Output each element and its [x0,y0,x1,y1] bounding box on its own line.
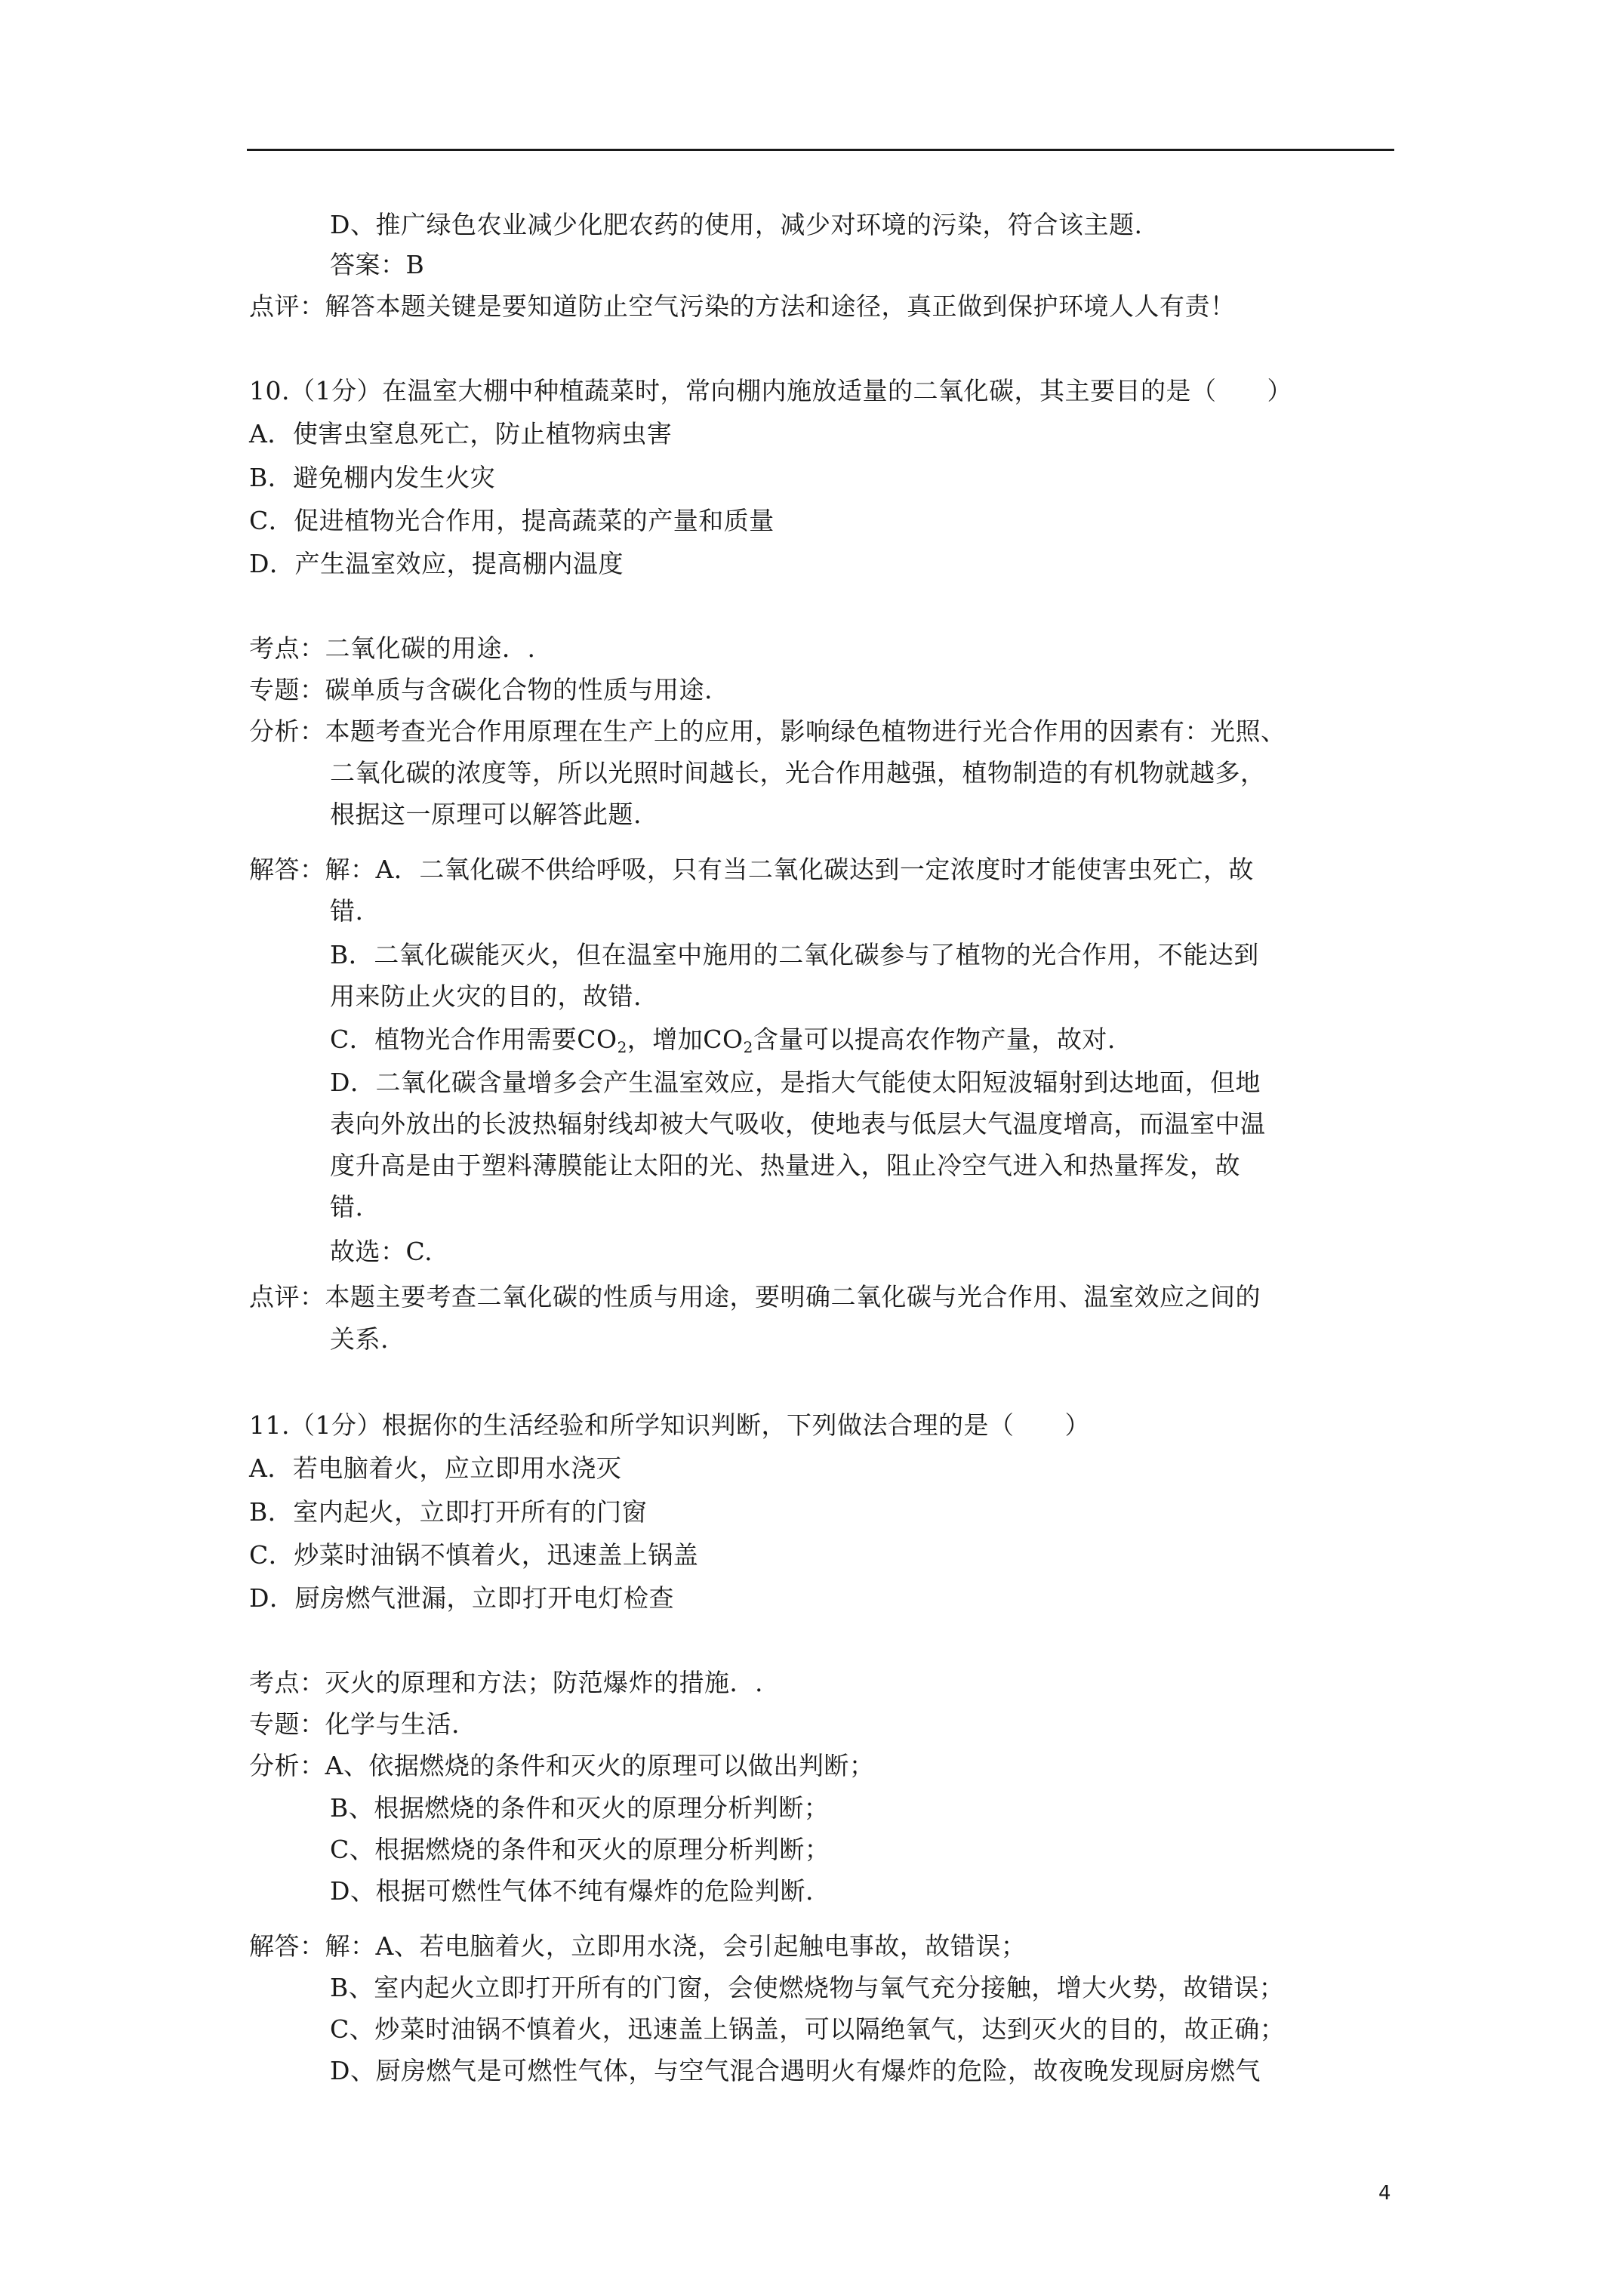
q10-comment-line-2: 关系. [330,1324,389,1354]
q10-kaodian: 考点：二氧化碳的用途．. [249,633,536,663]
q10-co2-text-2: ，增加CO [627,1025,744,1054]
q10-co2-text-3: 含量可以提高农作物产量，故对. [753,1025,1116,1054]
q11-solution-line-4: D、厨房燃气是可燃性气体，与空气混合遇明火有爆炸的危险，故夜晚发现厨房燃气 [330,2056,1261,2085]
q10-solution-line-2: 错. [330,896,364,926]
q10-analysis-line-3: 根据这一原理可以解答此题. [330,800,642,829]
q10-option-d: D．产生温室效应，提高棚内温度 [249,549,624,578]
q10-solution-line-1: 解答：解：A．二氧化碳不供给呼吸，只有当二氧化碳达到一定浓度时才能使害虫死亡，故 [249,855,1254,884]
q11-zhuanti: 专题：化学与生活. [249,1709,460,1739]
q11-analysis-line-3: C、根据燃烧的条件和灭火的原理分析判断； [330,1835,830,1864]
q10-option-a: A．使害虫窒息死亡，防止植物病虫害 [249,419,673,448]
prev-answer: 答案：B [330,250,425,279]
prev-option-d: D、推广绿色农业减少化肥农药的使用，减少对环境的污染，符合该主题. [330,210,1143,239]
q10-comment-line-1: 点评：本题主要考查二氧化碳的性质与用途，要明确二氧化碳与光合作用、温室效应之间的 [249,1282,1261,1311]
q11-kaodian: 考点：灭火的原理和方法；防范爆炸的措施．. [249,1668,763,1697]
q11-solution-line-3: C、炒菜时油锅不慎着火，迅速盖上锅盖，可以隔绝氧气，达到灭火的目的，故正确； [330,2014,1286,2044]
q10-analysis-line-2: 二氧化碳的浓度等，所以光照时间越长，光合作用越强，植物制造的有机物就越多， [330,758,1266,787]
q10-analysis-line-1: 分析：本题考查光合作用原理在生产上的应用，影响绿色植物进行光合作用的因素有：光照、 [249,717,1286,746]
q10-solution-line-7: 表向外放出的长波热辐射线却被大气吸收，使地表与低层大气温度增高，而温室中温 [330,1109,1266,1139]
q10-option-b: B．避免棚内发生火灾 [249,463,496,492]
q10-co2-subscript-1: 2 [617,1038,627,1056]
q11-solution-line-1: 解答：解：A、若电脑着火，立即用水浇，会引起触电事故，故错误； [249,1931,1027,1961]
q10-solution-line-5 [330,1023,1116,1064]
q11-solution-line-2: B、室内起火立即打开所有的门窗，会使燃烧物与氧气充分接触，增大火势，故错误； [330,1973,1285,2002]
q11-option-a: A．若电脑着火，应立即用水浇灭 [249,1453,622,1483]
q10-co2-text-1: C．植物光合作用需要CO [330,1025,617,1054]
q11-option-c: C．炒菜时油锅不慎着火，迅速盖上锅盖 [249,1540,699,1570]
q10-co2-subscript-2: 2 [743,1038,753,1056]
q11-analysis-line-4: D、根据可燃性气体不纯有爆炸的危险判断. [330,1876,814,1906]
q10-solution-line-6: D．二氧化碳含量增多会产生温室效应，是指大气能使太阳短波辐射到达地面，但地 [330,1068,1261,1097]
q11-option-b: B．室内起火，立即打开所有的门窗 [249,1497,648,1527]
page-number: 4 [1378,2182,1391,2205]
q10-solution-line-8: 度升高是由于塑料薄膜能让太阳的光、热量进入，阻止冷空气进入和热量挥发，故 [330,1151,1240,1180]
q10-stem: 10.（1分）在温室大棚中种植蔬菜时，常向棚内施放适量的二氧化碳，其主要目的是（ ） [249,376,1292,405]
prev-comment: 点评：解答本题关键是要知道防止空气污染的方法和途径，真正做到保护环境人人有责！ [249,291,1236,321]
q11-stem: 11.（1分）根据你的生活经验和所学知识判断，下列做法合理的是（ ） [249,1410,1090,1440]
q11-analysis-line-1: 分析：A、依据燃烧的条件和灭火的原理可以做出判断； [249,1751,875,1780]
header-rule [247,149,1394,151]
q10-solution-line-9: 错. [330,1192,364,1222]
q10-solution-answer: 故选：C. [330,1237,433,1266]
q10-solution-line-4: 用来防止火灾的目的，故错. [330,982,642,1011]
q11-analysis-line-2: B、根据燃烧的条件和灭火的原理分析判断； [330,1793,830,1823]
q10-zhuanti: 专题：碳单质与含碳化合物的性质与用途. [249,675,713,704]
q10-solution-line-3: B．二氧化碳能灭火，但在温室中施用的二氧化碳参与了植物的光合作用，不能达到 [330,940,1259,969]
q11-option-d: D．厨房燃气泄漏，立即打开电灯检查 [249,1583,674,1613]
q10-option-c: C．促进植物光合作用，提高蔬菜的产量和质量 [249,506,775,535]
